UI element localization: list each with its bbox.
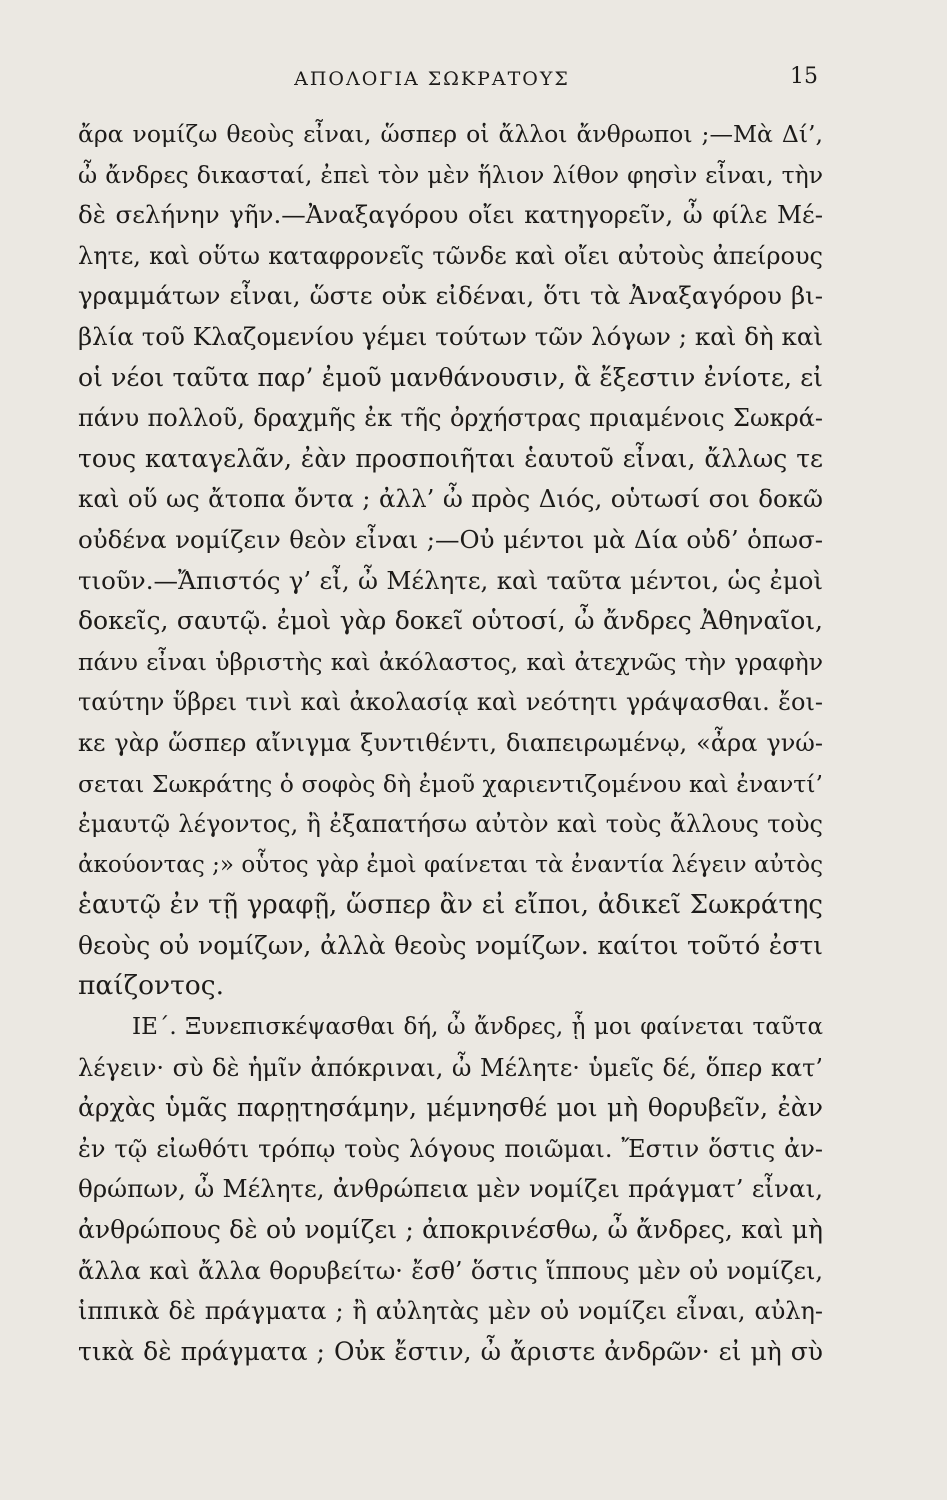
text-line: θρώπων, ὦ Μέλητε, ἀνθρώπεια μὲν νομίζει πράγματ’ εἶναι, bbox=[78, 1174, 823, 1204]
text-line: θεοὺς οὐ νομίζων, ἀλλὰ θεοὺς νομίζων. καίτοι τοῦτό ἐστι bbox=[78, 930, 823, 960]
running-head bbox=[0, 58, 947, 98]
text-line: τους καταγελᾶν, ἐὰν προσποιῆται ἑαυτοῦ εἶναι, ἄλλως τε bbox=[78, 443, 823, 473]
text-line: ΙΕ΄. Ξυνεπισκέψασθαι δή, ὦ ἄνδρες, ᾗ μοι φαίνεται ταῦτα bbox=[132, 1014, 823, 1041]
text-line: πάνυ εἶναι ὑβριστὴς καὶ ἀκόλαστος, καὶ ἀτεχνῶς τὴν γραφὴν bbox=[78, 647, 823, 676]
text-line: ἀκούοντας ;» οὗτος γὰρ ἐμοὶ φαίνεται τὰ ἐναντία λέγειν αὐτὸς bbox=[78, 851, 823, 878]
text-line: δοκεῖς, σαυτῷ. ἐμοὶ γὰρ δοκεῖ οὑτοσί, ὦ ἄνδρες Ἀθηναῖοι, bbox=[78, 606, 823, 636]
text-line: δὲ σελήνην γῆν.—Ἀναξαγόρου οἴει κατηγορεῖν, ὦ φίλε Μέ- bbox=[78, 200, 823, 230]
text-line: οἱ νέοι ταῦτα παρ’ ἐμοῦ μανθάνουσιν, ἃ ἔξεστιν ἐνίοτε, εἰ bbox=[78, 362, 823, 392]
text-line: τικὰ δὲ πράγματα ; Οὐκ ἔστιν, ὦ ἄριστε ἀνδρῶν· εἰ μὴ σὺ bbox=[78, 1336, 823, 1366]
text-line: καὶ οὕ ως ἄτοπα ὄντα ; ἀλλ’ ὦ πρὸς Διός, οὑτωσί σοι δοκῶ bbox=[78, 484, 823, 514]
text-line: ταύτην ὕβρει τινὶ καὶ ἀκολασίᾳ καὶ νεότητι γράψασθαι. ἔοι- bbox=[78, 688, 823, 717]
text-line: λέγειν· σὺ δὲ ἡμῖν ἀπόκριναι, ὦ Μέλητε· ὑμεῖς δέ, ὅπερ κατ’ bbox=[78, 1053, 823, 1082]
text-line: σεται Σωκράτης ὁ σοφὸς δὴ ἐμοῦ χαριεντιζομένου καὶ ἐναντί’ bbox=[78, 769, 823, 798]
text-line: γραμμάτων εἶναι, ὥστε οὐκ εἰδέναι, ὅτι τὰ Ἀναξαγόρου βι- bbox=[78, 281, 823, 311]
text-line: ἄρα νομίζω θεοὺς εἶναι, ὥσπερ οἱ ἄλλοι ἄνθρωποι ;—Μὰ Δί’, bbox=[78, 120, 823, 148]
text-line: οὐδένα νομίζειν θεὸν εἶναι ;—Οὐ μέντοι μὰ Δία οὐδ’ ὁπωσ- bbox=[78, 524, 823, 554]
text-line: ἐμαυτῷ λέγοντος, ἢ ἐξαπατήσω αὐτὸν καὶ τοὺς ἄλλους τοὺς bbox=[78, 810, 823, 839]
text-line: πάνυ πολλοῦ, δραχμῆς ἐκ τῆς ὀρχήστρας πριαμένοις Σωκρά- bbox=[78, 404, 823, 433]
text-line: ἀνθρώπους δὲ οὐ νομίζει ; ἀποκρινέσθω, ὦ ἄνδρες, καὶ μὴ bbox=[78, 1215, 823, 1245]
text-line: ἑαυτῷ ἐν τῇ γραφῇ, ὥσπερ ἂν εἰ εἴποι, ἀδικεῖ Σωκράτης bbox=[78, 890, 823, 921]
text-line: βλία τοῦ Κλαζομενίου γέμει τούτων τῶν λόγων ; καὶ δὴ καὶ bbox=[78, 321, 823, 351]
text-line: ὦ ἄνδρες δικασταί, ἐπεὶ τὸν μὲν ἥλιον λίθον φησὶν εἶναι, τὴν bbox=[78, 160, 823, 189]
text-line: παίζοντος. bbox=[78, 970, 225, 1002]
body-text bbox=[78, 114, 823, 1372]
text-line: ἱππικὰ δὲ πράγματα ; ἢ αὐλητὰς μὲν οὐ νομίζει εἶναι, αὐλη- bbox=[78, 1297, 823, 1326]
text-line: κε γὰρ ὥσπερ αἴνιγμα ξυντιθέντι, διαπειρωμένῳ, «ἆρα γνώ- bbox=[78, 728, 823, 757]
text-line: ἀρχὰς ὑμᾶς παρῃτησάμην, μέμνησθέ μοι μὴ θορυβεῖν, ἐὰν bbox=[78, 1093, 823, 1123]
running-title: ΑΠΟΛΟΓΙΑ ΣΩΚΡΑΤΟΥΣ bbox=[294, 68, 570, 90]
text-line: τιοῦν.—Ἄπιστός γ’ εἶ, ὦ Μέλητε, καὶ ταῦτα μέντοι, ὡς ἐμοὶ bbox=[78, 565, 823, 595]
text-line: ἄλλα καὶ ἄλλα θορυβείτω· ἔσθ’ ὅστις ἵππους μὲν οὐ νομίζει, bbox=[78, 1256, 823, 1285]
page-number: 15 bbox=[790, 64, 818, 89]
text-line: ἐν τῷ εἰωθότι τρόπῳ τοὺς λόγους ποιῶμαι. Ἔστιν ὅστις ἀν- bbox=[78, 1134, 823, 1163]
text-line: λητε, καὶ οὕτω καταφρονεῖς τῶνδε καὶ οἴει αὐτοὺς ἀπείρους bbox=[78, 241, 823, 270]
